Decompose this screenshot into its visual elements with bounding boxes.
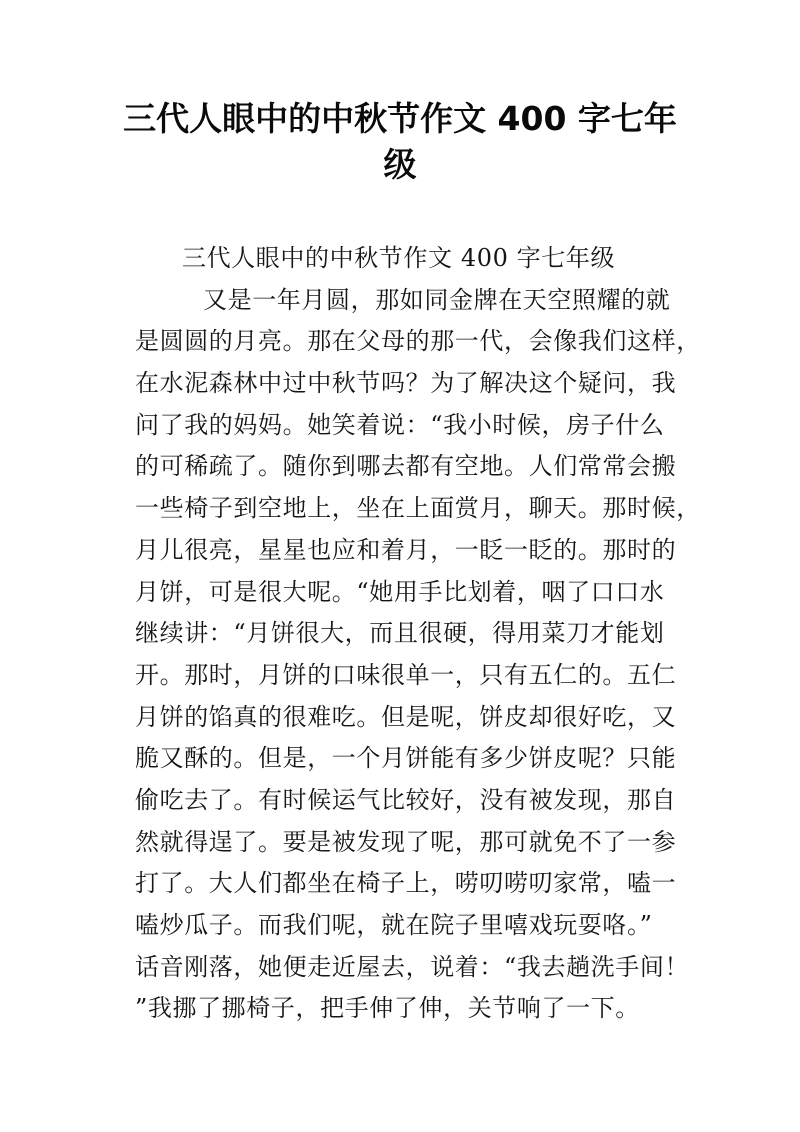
title-line-2: 级	[383, 145, 417, 184]
body-line: 一些椅子到空地上，坐在上面赏月，聊天。那时候，	[135, 494, 701, 523]
body-line: 话音刚落，她便走近屋去，说着：“我去趟洗手间！	[135, 952, 690, 981]
document-title	[100, 96, 700, 188]
body-line: 是圆圆的月亮。那在父母的那一代，会像我们这样，	[135, 327, 701, 356]
body-line: 脆又酥的。但是，一个月饼能有多少饼皮呢？只能	[135, 744, 677, 773]
body-line: 开。那时，月饼的口味很单一，只有五仁的。五仁	[135, 660, 677, 689]
body-line: 问了我的妈妈。她笑着说：“我小时候，房子什么	[135, 410, 665, 439]
body-line: 又是一年月圆，那如同金牌在天空照耀的就	[203, 285, 671, 314]
title-line-1: 三代人眼中的中秋节作文 400 字七年	[123, 99, 677, 138]
body-line: 嗑炒瓜子。而我们呢，就在院子里嘻戏玩耍咯。”	[135, 911, 653, 939]
body-line: 月饼，可是很大呢。“她用手比划着，咽了口口水	[135, 577, 665, 606]
body-line: 月儿很亮，星星也应和着月，一眨一眨的。那时的	[135, 535, 677, 564]
document-subtitle: 三代人眼中的中秋节作文 400 字七年级	[182, 244, 616, 272]
body-line: 然就得逞了。要是被发现了呢，那可就免不了一参	[135, 827, 677, 856]
body-line: 打了。大人们都坐在椅子上，唠叨唠叨家常，嗑一	[135, 869, 677, 898]
body-line: ”我挪了挪椅子，把手伸了伸，关节响了一下。	[135, 994, 640, 1023]
body-line: 月饼的馅真的很难吃。但是呢，饼皮却很好吃，又	[135, 702, 677, 731]
body-line: 偷吃去了。有时候运气比较好，没有被发现，那自	[135, 785, 677, 814]
body-line: 的可稀疏了。随你到哪去都有空地。人们常常会搬	[135, 452, 677, 481]
document-body	[135, 238, 701, 1030]
body-line: 在水泥森林中过中秋节吗？为了解决这个疑问，我	[135, 369, 677, 398]
body-line: 继续讲：“月饼很大，而且很硬，得用菜刀才能划	[135, 619, 665, 648]
